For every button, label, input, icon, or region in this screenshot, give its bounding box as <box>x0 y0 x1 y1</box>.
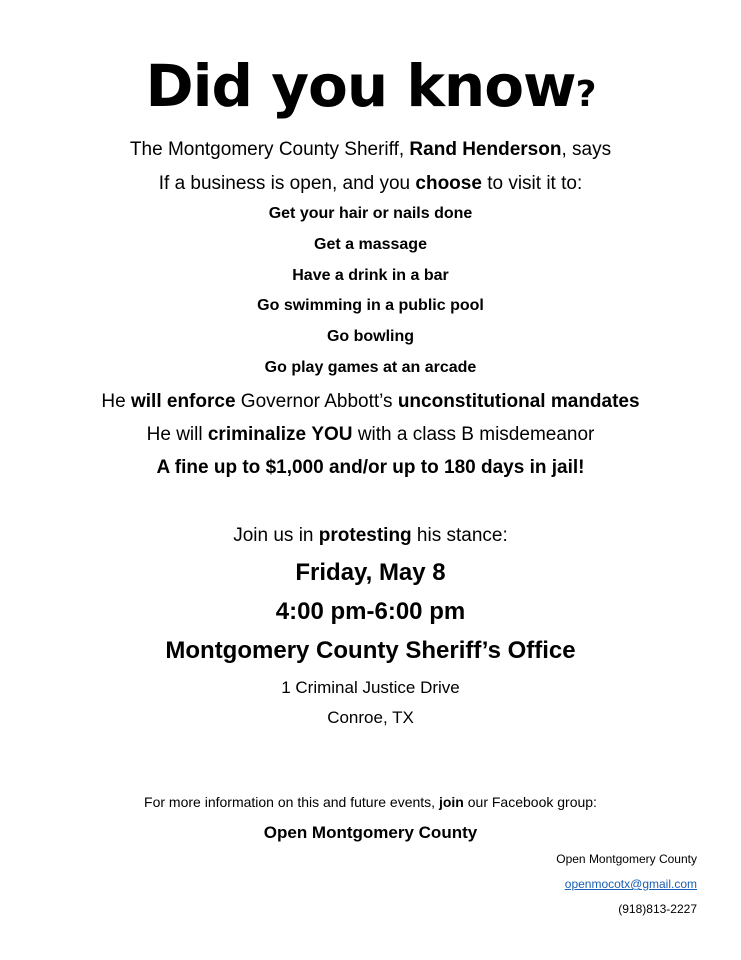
protest-post: his stance: <box>411 525 508 546</box>
event-time: 4:00 pm-6:00 pm <box>275 598 466 625</box>
enforce-line <box>0 392 741 411</box>
criminalize-pre: He will <box>146 424 208 445</box>
intro-business-line <box>0 174 741 193</box>
more-info-emph: join <box>438 794 464 810</box>
event-city: Conroe, TX <box>327 708 414 727</box>
contact-email-link[interactable]: openmocotx@gmail.com <box>564 877 697 891</box>
intro-business-post: to visit it to: <box>481 173 583 194</box>
contact-phone: (918)813-2227 <box>618 902 697 916</box>
facebook-group-name: Open Montgomery County <box>263 823 478 842</box>
activity-item: Get a massage <box>314 236 427 253</box>
protest-pre: Join us in <box>233 525 319 546</box>
you-emph: YOU <box>311 424 353 445</box>
intro-sheriff-line <box>0 140 741 159</box>
headline <box>0 52 741 120</box>
event-venue: Montgomery County Sheriff’s Office <box>165 637 576 664</box>
intro-business-emph: choose <box>415 173 482 194</box>
criminalize-post: with a class B misdemeanor <box>352 424 595 445</box>
sheriff-name: Rand Henderson <box>409 139 562 160</box>
criminalize-emph: criminalize <box>207 424 307 445</box>
activity-item: Have a drink in a bar <box>292 267 449 284</box>
activity-item: Go swimming in a public pool <box>257 297 484 314</box>
protest-emph: protesting <box>318 525 412 546</box>
more-info-line <box>0 795 741 809</box>
mandates-emph: unconstitutional mandates <box>397 391 640 412</box>
criminalize-line <box>0 425 741 444</box>
intro-business-pre: If a business is open, and you <box>158 173 416 194</box>
event-date: Friday, May 8 <box>295 559 446 586</box>
protest-line <box>0 526 741 545</box>
contact-org: Open Montgomery County <box>556 852 697 866</box>
enforce-emph: will enforce <box>130 391 236 412</box>
headline-text: Did you know <box>145 52 576 120</box>
headline-question-mark: ? <box>575 74 596 115</box>
contact-email[interactable] <box>565 878 697 890</box>
enforce-mid: Governor Abbott’s <box>235 391 398 412</box>
enforce-pre: He <box>101 391 131 412</box>
activity-item: Get your hair or nails done <box>268 205 473 222</box>
activity-item: Go bowling <box>326 328 415 345</box>
more-info-post: our Facebook group: <box>463 794 597 810</box>
penalty-line: A fine up to $1,000 and/or up to 180 days in jail! <box>156 457 585 478</box>
intro-sheriff-post: , says <box>561 139 612 160</box>
intro-sheriff-pre: The Montgomery County Sheriff, <box>129 139 410 160</box>
activity-item: Go play games at an arcade <box>264 359 477 376</box>
event-street: 1 Criminal Justice Drive <box>281 678 460 697</box>
more-info-pre: For more information on this and future events, <box>144 794 439 810</box>
